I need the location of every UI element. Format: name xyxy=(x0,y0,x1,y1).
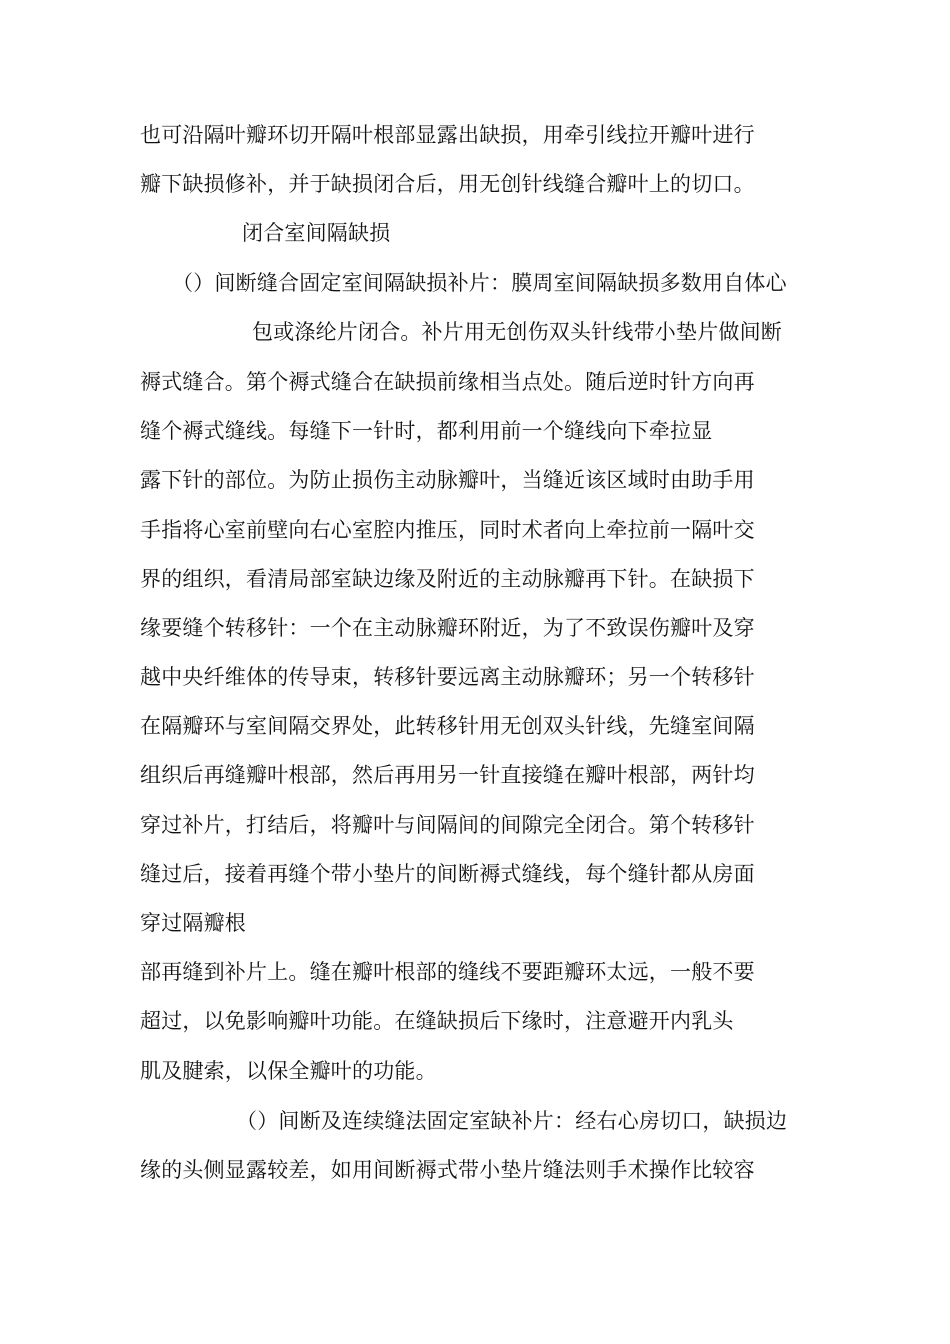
text-line: 露下针的部位。为防止损伤主动脉瓣叶，当缝近该区域时由助手用 xyxy=(140,468,755,492)
text-line: 包或涤纶片闭合。补片用无创伤双头针线带小垫片做间断 xyxy=(252,320,782,344)
text-line: 肌及腱索，以保全瓣叶的功能。 xyxy=(140,1059,437,1083)
text-line: 界的组织，看清局部室缺边缘及附近的主动脉瓣再下针。在缺损下 xyxy=(140,567,755,591)
text-line: （）间断缝合固定室间隔缺损补片：膜周室间隔缺损多数用自体心 xyxy=(172,271,787,295)
text-line: 缝过后，接着再缝个带小垫片的间断褥式缝线，每个缝针都从房面 xyxy=(140,862,755,886)
text-line: 在隔瓣环与室间隔交界处，此转移针用无创双头针线，先缝室间隔 xyxy=(140,714,755,738)
text-line: 组织后再缝瓣叶根部，然后再用另一针直接缝在瓣叶根部，两针均 xyxy=(140,763,755,787)
text-line: 手指将心室前壁向右心室腔内推压，同时术者向上牵拉前一隔叶交 xyxy=(140,518,755,542)
text-line: 越中央纤维体的传导束，转移针要远离主动脉瓣环；另一个转移针 xyxy=(140,665,755,689)
text-line: 褥式缝合。第个褥式缝合在缺损前缘相当点处。随后逆时针方向再 xyxy=(140,370,755,394)
text-line: 瓣下缺损修补，并于缺损闭合后，用无创针线缝合瓣叶上的切口。 xyxy=(140,172,755,196)
text-line: 也可沿隔叶瓣环切开隔叶根部显露出缺损，用牵引线拉开瓣叶进行 xyxy=(140,123,755,147)
text-line: 缘要缝个转移针：一个在主动脉瓣环附近，为了不致误伤瓣叶及穿 xyxy=(140,616,755,640)
text-line: 缘的头侧显露较差，如用间断褥式带小垫片缝法则手术操作比较容 xyxy=(140,1158,755,1182)
text-line: 穿过隔瓣根 xyxy=(140,911,246,935)
section-heading: 闭合室间隔缺损 xyxy=(242,221,391,245)
text-line: 超过，以免影响瓣叶功能。在缝缺损后下缘时，注意避开内乳头 xyxy=(140,1009,734,1033)
text-line: （）间断及连续缝法固定室缺补片：经右心房切口，缺损边 xyxy=(236,1109,788,1133)
text-line: 缝个褥式缝线。每缝下一针时，都利用前一个缝线向下牵拉显 xyxy=(140,419,713,443)
text-line: 部再缝到补片上。缝在瓣叶根部的缝线不要距瓣环太远，一般不要 xyxy=(140,960,755,984)
text-line: 穿过补片，打结后，将瓣叶与间隔间的间隙完全闭合。第个转移针 xyxy=(140,813,755,837)
